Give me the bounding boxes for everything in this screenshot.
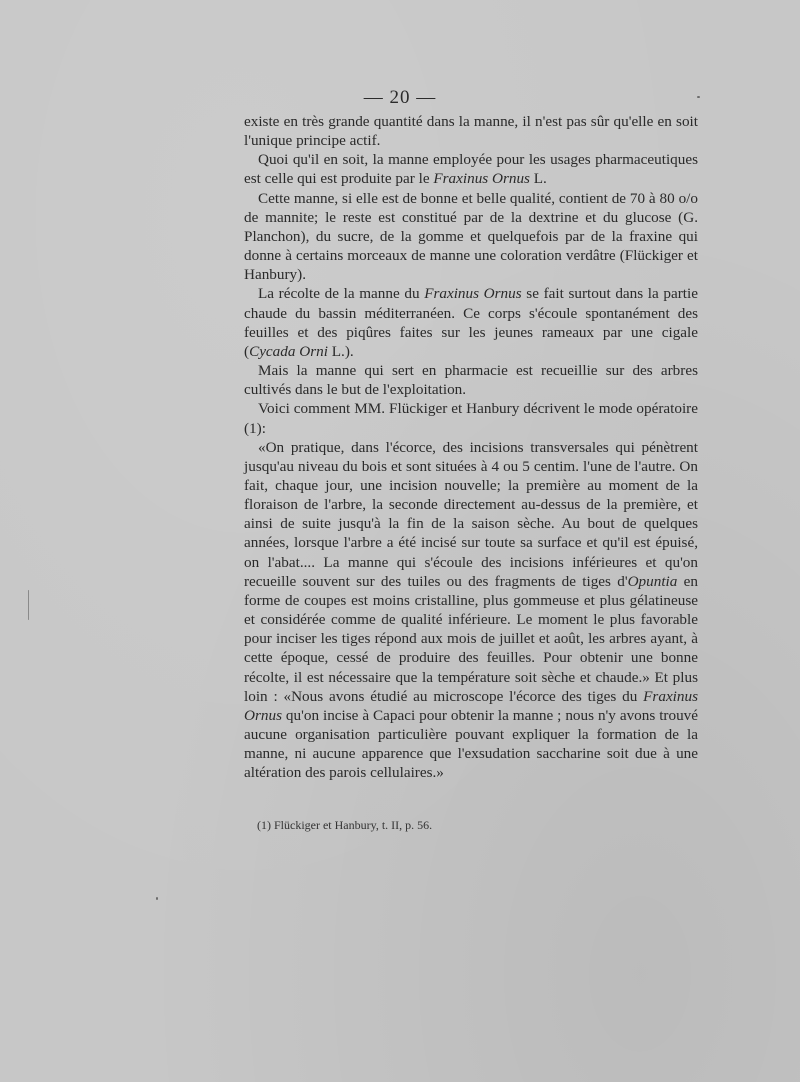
paragraph bbox=[244, 438, 698, 783]
body-text bbox=[244, 112, 698, 782]
text-run: qu'on incise à Capaci pour obtenir la manne ; nous n'y avons trouvé aucune organisation particulière pouvant expliquer la formation de la manne, ni aucune apparence que l'exsudation saccharine soit due à une altération des parois cellulaires.» bbox=[244, 706, 698, 782]
italic-text: Cycada Orni bbox=[249, 342, 328, 360]
text-run: L. bbox=[529, 170, 547, 188]
text-run: se fait surtout dans la partie chaude du bassin méditerranéen. Ce corps s'écoule spontanément des feuilles et des piqûres faites sur les jeunes rameaux par une cigale ( bbox=[244, 285, 698, 360]
text-run: Cette manne, si elle est de bonne et belle qualité, contient de 70 à 80 o/o de mannite; le reste est constitué par de la dextrine et du glucose (G. Planchon), du sucre, de la gomme et quelquefois par de la fraxine qui donne à certains morceaux de manne une coloration verdâtre (Flückiger et Hanbury). bbox=[244, 189, 698, 284]
text-run: en forme de coupes est moins cristalline, plus gommeuse et plus gélatineuse et considérée comme de qualité inférieure. Le moment le plus favorable pour inciser les tiges répond aux mois de juillet et août, les arbres ayant, à cette époque, cessé de produire des feuilles. Pour obtenir une bonne récolte, il est nécessaire que la température soit sèche et chaude.» Et plus loin : «Nous avons étudié au microscope l'écorce des tiges du bbox=[244, 572, 698, 705]
text-run: Mais la manne qui sert en pharmacie est recueillie sur des arbres cultivés dans le but de l'exploitation. bbox=[244, 362, 698, 399]
paragraph bbox=[244, 189, 698, 285]
italic-text: Opuntia bbox=[627, 572, 678, 590]
text-run: La récolte de la manne du bbox=[258, 285, 425, 303]
footnote: (1) Flückiger et Hanbury, t. II, p. 56. bbox=[257, 818, 433, 832]
italic-text: Fraxinus Ornus bbox=[424, 285, 522, 303]
scan-speck bbox=[28, 590, 29, 620]
scan-speck bbox=[697, 96, 700, 98]
text-run: existe en très grande quantité dans la manne, il n'est pas sûr qu'elle en soit l'unique principe actif. bbox=[244, 113, 698, 150]
paragraph bbox=[244, 284, 698, 361]
text-run: L.). bbox=[327, 342, 354, 360]
paragraph bbox=[244, 112, 698, 150]
italic-text: Fraxinus Ornus bbox=[433, 170, 530, 188]
italic-text: Fraxinus Ornus bbox=[244, 687, 698, 724]
text-run: Quoi qu'il en soit, la manne employée pour les usages pharmaceutiques est celle qui est produite par le bbox=[244, 151, 698, 188]
text-run: Voici comment MM. Flückiger et Hanbury décrivent le mode opératoire (1): bbox=[244, 400, 698, 437]
paragraph bbox=[244, 150, 698, 188]
paragraph bbox=[244, 361, 698, 399]
paragraph bbox=[244, 399, 698, 437]
scan-speck bbox=[156, 897, 158, 900]
text-run: «On pratique, dans l'écorce, des incisions transversales qui pénètrent jusqu'au niveau du bois et sont situées à 4 ou 5 centim. l'une de l'autre. On fait, chaque jour, une incision nouvelle; la première au moment de la floraison de l'arbre, la seconde directement au-dessus de la première, et ainsi de suite jusqu'à la fin de la saison sèche. Au bout de quelques années, lorsque l'arbre a été incisé sur toute sa surface et qu'il est épuisé, on l'abat.... La manne qui s'écoule des incisions inférieures et qu'on recueille souvent sur des tuiles ou des fragments de tiges d' bbox=[244, 438, 698, 590]
page-number: — 20 — bbox=[363, 87, 437, 108]
